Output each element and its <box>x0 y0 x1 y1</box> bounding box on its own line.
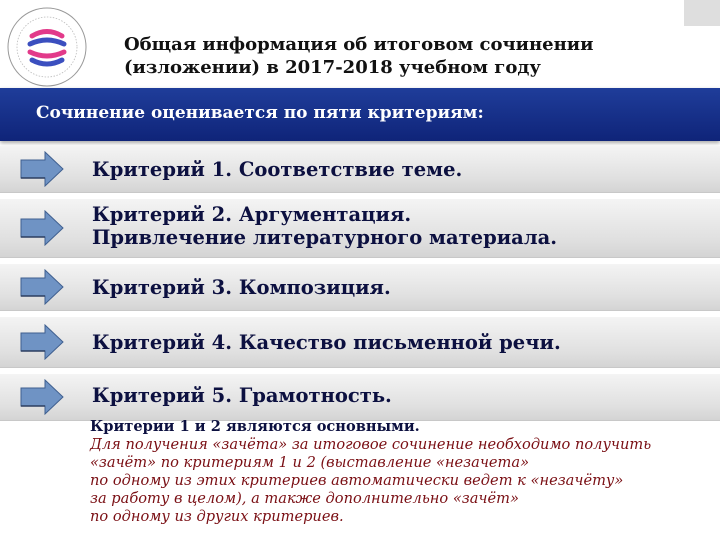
criteria-list <box>0 146 720 427</box>
note-line-3: по одному из этих критериев автоматически ведет к «незачёту» <box>90 472 624 489</box>
criterion-row-5 <box>0 374 720 421</box>
arrow-right-icon <box>20 210 64 246</box>
corner-decoration <box>684 0 720 26</box>
criterion-label-2 <box>92 203 557 249</box>
note-line-5: по одному из других критериев. <box>90 508 344 525</box>
note-line-1: Для получения «зачёта» за итоговое сочинение необходимо получить <box>90 436 652 453</box>
criterion-label-2-line-2: Привлечение литературного материала. <box>92 226 557 249</box>
criterion-label-3: Критерий 3. Композиция. <box>92 276 391 299</box>
emblem-logo <box>6 6 88 88</box>
note-lead: Критерии 1 и 2 являются основными. <box>90 418 420 435</box>
page-title-line-1: Общая информация об итоговом сочинении <box>124 34 594 55</box>
arrow-right-icon <box>20 151 64 187</box>
note-block <box>90 418 715 526</box>
arrow-right-icon <box>20 269 64 305</box>
criterion-row-2 <box>0 199 720 258</box>
page-title-line-2: (изложении) в 2017-2018 учебном году <box>124 57 541 78</box>
criterion-label-2-line-1: Критерий 2. Аргументация. <box>92 203 412 226</box>
section-banner <box>0 88 720 141</box>
banner-text: Сочинение оценивается по пяти критериям: <box>36 103 484 123</box>
arrow-right-icon <box>20 379 64 415</box>
note-line-2: «зачёт» по критериям 1 и 2 (выставление «незачета» <box>90 454 530 471</box>
criterion-row-4 <box>0 317 720 368</box>
page-title <box>124 33 684 79</box>
criterion-row-3 <box>0 264 720 311</box>
criterion-label-1: Критерий 1. Соответствие теме. <box>92 158 463 181</box>
criterion-label-5: Критерий 5. Грамотность. <box>92 384 392 407</box>
criterion-label-4: Критерий 4. Качество письменной речи. <box>92 331 561 354</box>
criterion-row-1 <box>0 146 720 193</box>
arrow-right-icon <box>20 324 64 360</box>
note-line-4: за работу в целом), а также дополнительно «зачёт» <box>90 490 519 507</box>
